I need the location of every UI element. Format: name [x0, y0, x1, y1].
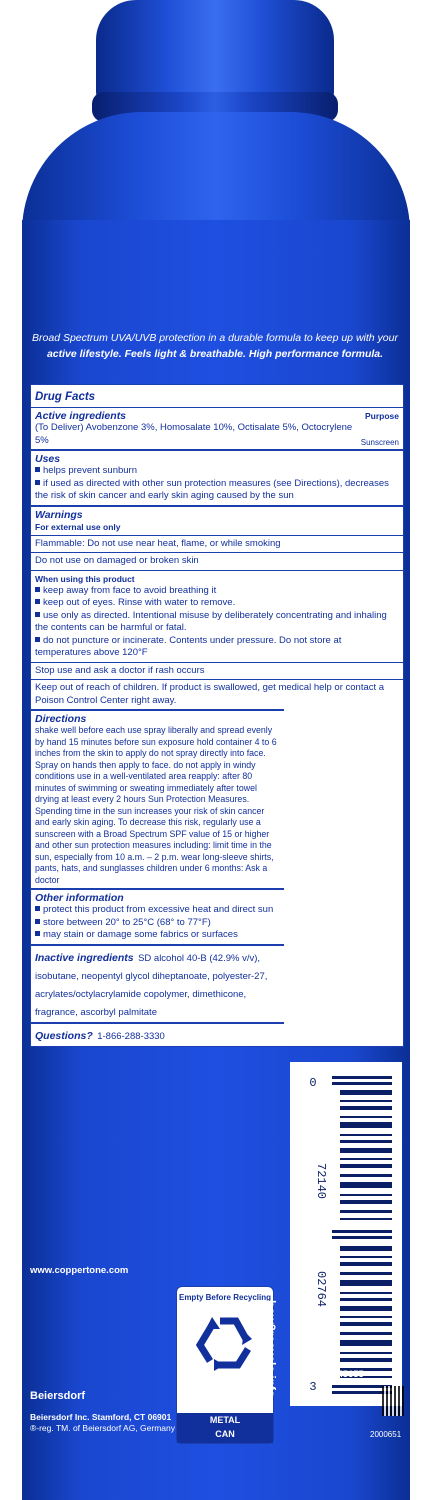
active-text: (To Deliver) Avobenzone 3%, Homosalate 10%, Octisalate 5%, Octocrylene 5% — [35, 422, 353, 446]
external-use: For external use only — [35, 521, 121, 532]
inactive-section — [31, 944, 284, 1022]
when-using-item: do not puncture or incinerate. Contents under pressure. Do not store at temperatures above 120°F — [35, 634, 342, 658]
drug-facts-title-row — [31, 385, 403, 407]
purpose-heading: Purpose — [364, 411, 399, 421]
warnings-section — [31, 505, 403, 535]
maker-address: Beiersdorf Inc. Stamford, CT 06901 — [30, 1412, 172, 1422]
tagline — [30, 330, 400, 362]
use-item: helps prevent sunburn — [35, 465, 399, 478]
website-url: www.coppertone.com — [30, 1265, 129, 1276]
do-not-use: Do not use on damaged or broken skin — [31, 552, 403, 570]
datamatrix-code — [382, 1386, 404, 1416]
inactive-heading: Inactive ingredients — [35, 951, 134, 964]
upc-barcode — [332, 1076, 392, 1394]
directions-section — [31, 709, 284, 888]
when-using-section — [31, 570, 403, 662]
when-using-heading: When using this product — [35, 573, 135, 584]
directions-text: shake well before each use spray liberally and spread evenly by hand 15 minutes before sun exposure hold container 4 to 6 inches from the skin to apply do not spray directly into face. Spray on hands then apply to face. do not apply in windy conditions use in a well-ventilated area reapply: after 80 minutes of swimming or sweating immediately after towel drying at least every 2 hours Sun Protection Measures. Spending time in the sun increases your risk of skin cancer and early skin aging. To decrease this risk, regularly use a sunscreen with a Broad Spectrum SPF value of 15 or higher and other sun protection measures including: limit time in the sun, especially from 10 a.m. – 2 p.m. wear long-sleeve shirts, pants, hats, and sunglasses children under 6 months: Ask a doctor — [35, 725, 277, 885]
stop-use: Stop use and ask a doctor if rash occurs — [31, 662, 403, 680]
recycle-label — [176, 1286, 274, 1444]
phone-number: 1-866-288-3330 — [97, 1030, 165, 1042]
purpose-value: Sunscreen — [360, 438, 399, 447]
recycle-icon — [190, 1309, 260, 1379]
metal-text: METAL — [209, 1415, 241, 1425]
drug-facts-panel — [30, 384, 404, 1047]
maker-address-block — [30, 1412, 180, 1434]
directions-heading: Directions — [35, 713, 87, 725]
when-using-item: keep out of eyes. Rinse with water to remove. — [35, 597, 399, 610]
maker-brand: Beiersdorf — [30, 1390, 86, 1402]
dot-code: DOT-2P M5655 — [298, 1369, 364, 1380]
metal-can-band — [177, 1413, 273, 1443]
barcode-digit: 72140 — [314, 1162, 328, 1199]
other-info-section — [31, 888, 284, 944]
barcode-digit: 0 — [309, 1076, 317, 1090]
how2recycle-text: how2recycle.info — [264, 1300, 278, 1398]
other-item: may stain or damage some fabrics or surfaces — [35, 929, 280, 942]
barcode-digit: 02764 — [314, 1271, 328, 1308]
drug-facts-title: Drug Facts — [35, 391, 96, 403]
warnings-heading: Warnings — [35, 508, 83, 521]
questions-section — [31, 1022, 284, 1046]
can-text: CAN — [215, 1429, 235, 1439]
lot-number: 2000651 — [370, 1430, 402, 1439]
barcode-digit: 3 — [309, 1380, 317, 1394]
uses-section — [31, 449, 403, 505]
use-item: if used as directed with other sun protection measures (see Directions), decreases the risk of skin cancer and early skin aging caused by the sun — [35, 477, 389, 501]
tagline-line2: active lifestyle. Feels light & breathable. High performance formula. — [46, 348, 384, 360]
other-item: store between 20° to 25°C (68° to 77°F) — [35, 917, 280, 930]
maker-trademark: ®-reg. TM. of Beiersdorf AG, Germany — [30, 1423, 175, 1433]
keep-out: Keep out of reach of children. If product is swallowed, get medical help or contact a Poison Control Center right away. — [31, 679, 403, 709]
when-using-item: keep away from face to avoid breathing it — [35, 585, 399, 598]
active-section — [31, 407, 403, 449]
uses-heading: Uses — [35, 453, 61, 465]
active-heading: Active ingredients — [35, 410, 127, 422]
can-shoulder — [22, 112, 410, 232]
other-item: protect this product from excessive heat and direct sun — [35, 904, 280, 917]
recycle-top-text: Empty Before Recycling — [178, 1293, 272, 1302]
when-using-item: use only as directed. Intentional misuse by deliberately concentrating and inhaling the contents can be harmful or fatal. — [35, 609, 387, 633]
inactive-text: SD alcohol 40-B (42.9% v/v), isobutane, neopentyl glycol diheptanoate, polyester-27, acrylates/octylacrylamide copolymer, dimethicone, fragrance, ascorbyl palmitate — [35, 952, 268, 1018]
barcode-digits — [298, 1076, 328, 1394]
questions-heading: Questions? — [35, 1029, 93, 1042]
flammable-warning: Flammable: Do not use near heat, flame, or while smoking — [31, 535, 403, 553]
other-heading: Other information — [35, 892, 124, 904]
tagline-line1: Broad Spectrum UVA/UVB protection in a durable formula to keep up with your — [32, 332, 398, 344]
